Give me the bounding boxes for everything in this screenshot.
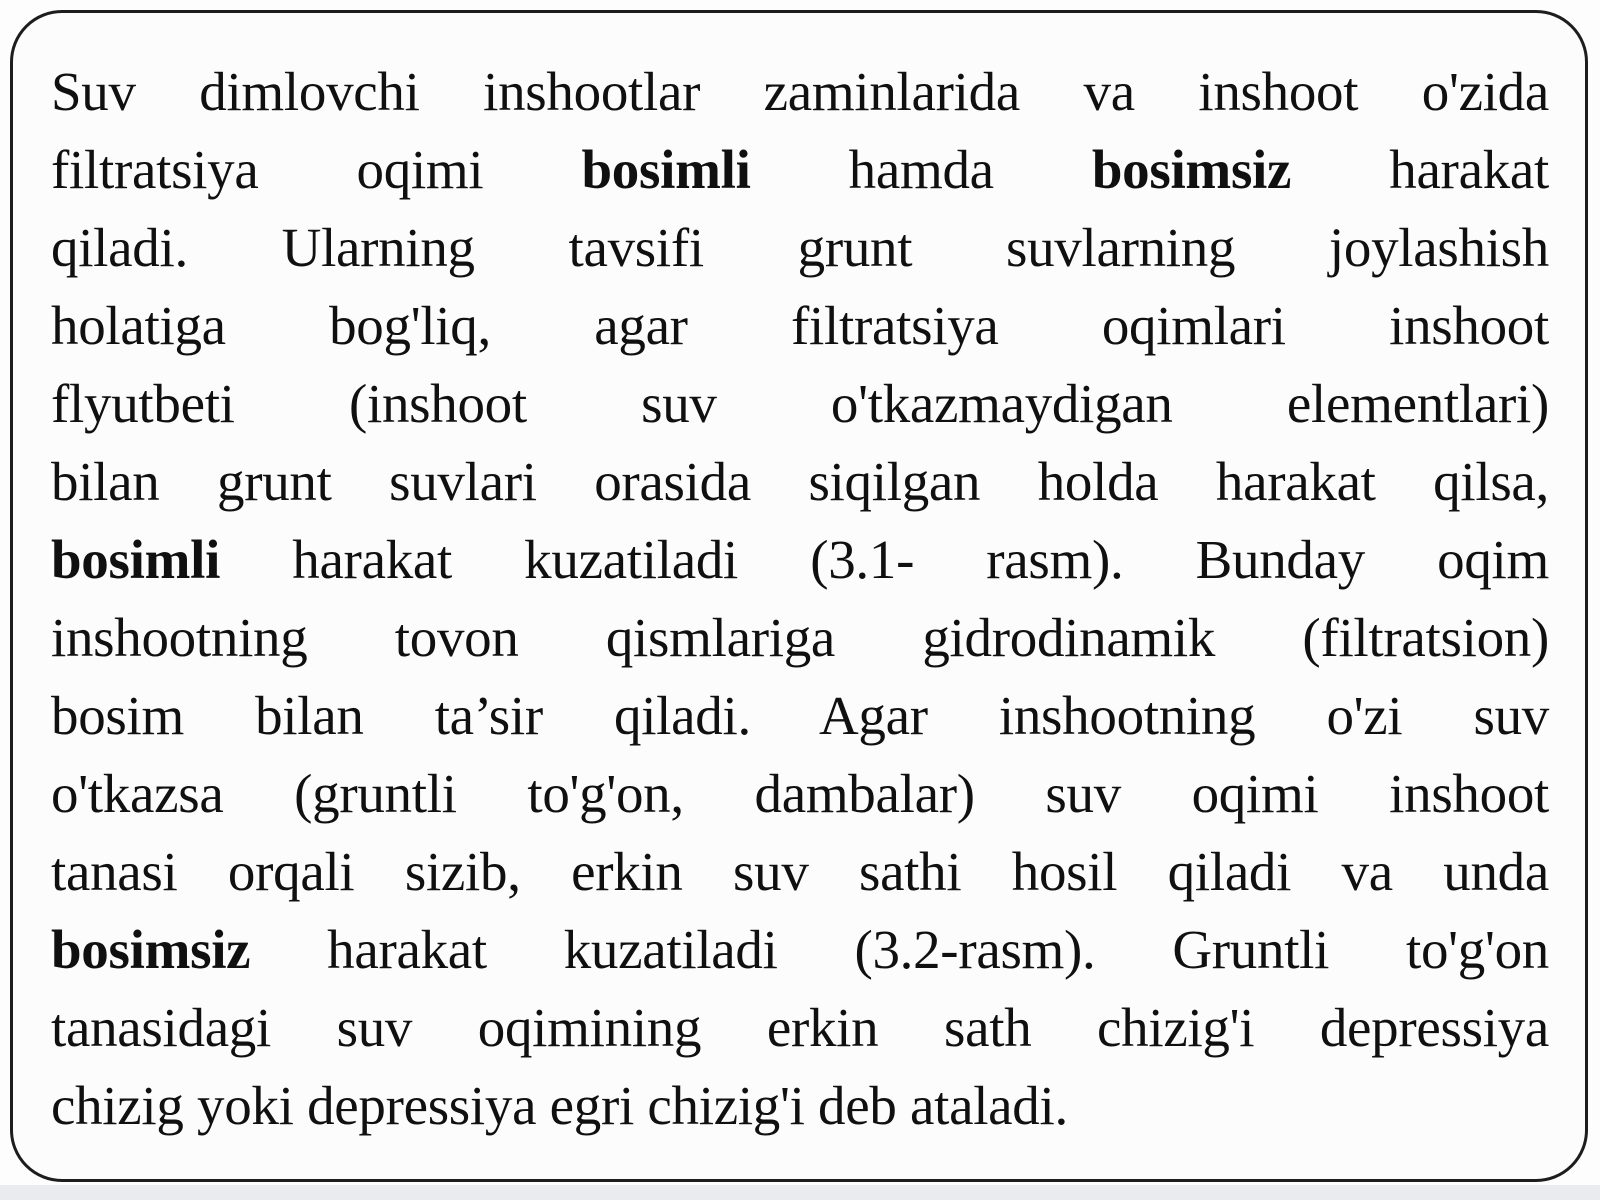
text-segment: chizig yoki depressiya egri chizig'i deb ataladi. [51,1075,1068,1136]
text-segment: hamda [750,139,1092,200]
text-line [51,365,1549,443]
text-line [51,131,1549,209]
text-segment: flyutbeti (inshoot suv o'tkazmaydigan elementlari) [51,373,1549,434]
text-segment: Suv dimlovchi inshootlar zaminlarida va inshoot o'zida [51,61,1549,122]
text-line [51,911,1549,989]
text-segment: harakat kuzatiladi (3.2-rasm). Gruntli to'g'on [250,919,1549,980]
text-line [51,755,1549,833]
text-segment: inshootning tovon qismlariga gidrodinamik (filtratsion) [51,607,1549,668]
text-segment: bilan grunt suvlari orasida siqilgan holda harakat qilsa, [51,451,1549,512]
text-line [51,599,1549,677]
text-line [51,677,1549,755]
paragraph [51,53,1549,1145]
text-line [51,443,1549,521]
text-line [51,53,1549,131]
text-line [51,989,1549,1067]
bold-term-bosimsiz: bosimsiz [51,919,251,980]
rounded-text-card [10,10,1588,1182]
text-line [51,287,1549,365]
text-segment: harakat kuzatiladi (3.1- rasm). Bunday oqim [220,529,1549,590]
text-line [51,833,1549,911]
page-bottom-strip [0,1185,1600,1200]
text-segment: tanasi orqali sizib, erkin suv sathi hosil qiladi va unda [51,841,1549,902]
text-segment: harakat [1291,139,1549,200]
bold-term-bosimsiz: bosimsiz [1091,139,1292,200]
text-line-last [51,1067,1549,1145]
text-segment: filtratsiya oqimi [51,139,582,200]
text-segment: o'tkazsa (gruntli to'g'on, dambalar) suv oqimi inshoot [51,763,1549,824]
text-line [51,521,1549,599]
text-segment: tanasidagi suv oqimining erkin sath chizig'i depressiya [51,997,1549,1058]
text-line [51,209,1549,287]
bold-term-bosimli: bosimli [581,139,751,200]
text-segment: holatiga bog'liq, agar filtratsiya oqimlari inshoot [51,295,1549,356]
bold-term-bosimli: bosimli [51,529,221,590]
text-segment: bosim bilan ta’sir qiladi. Agar inshootning o'zi suv [51,685,1549,746]
text-segment: qiladi. Ularning tavsifi grunt suvlarning joylashish [51,217,1549,278]
